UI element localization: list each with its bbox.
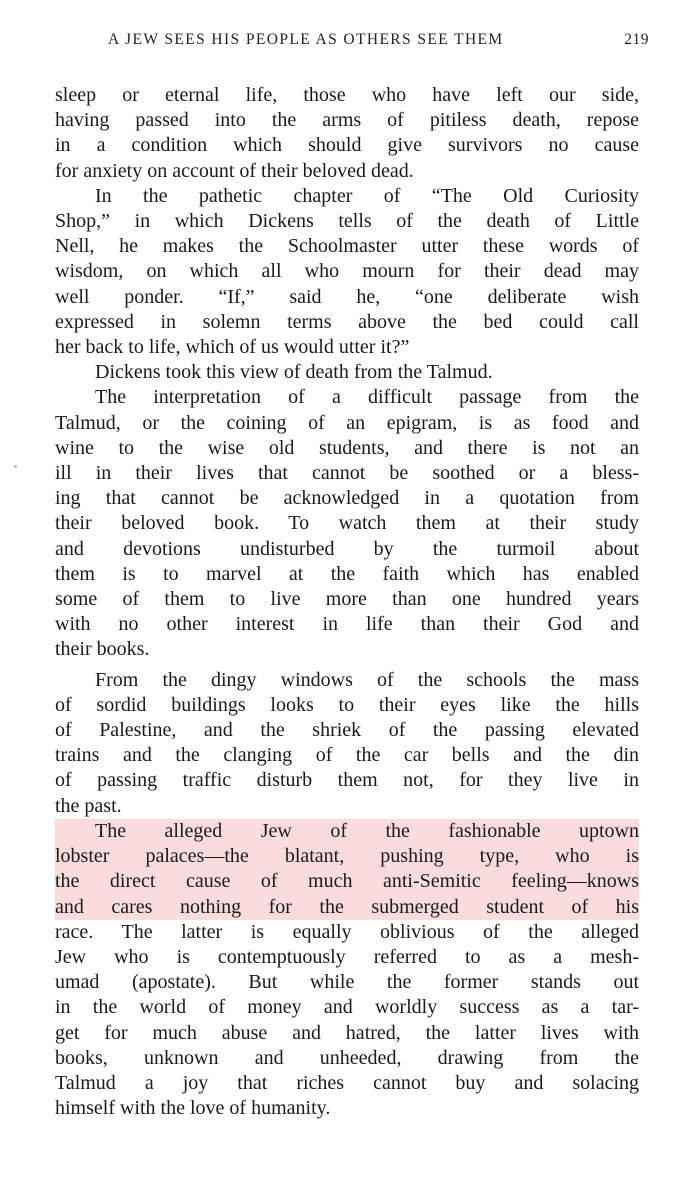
text-line: expressed in solemn terms above the bed could call — [55, 310, 639, 333]
text-line: Talmud, or the coining of an epigram, is as food and — [55, 411, 639, 434]
paragraph-6 — [55, 819, 639, 1121]
text-line: wine to the wise old students, and there is not an — [55, 436, 639, 459]
text-line: their beloved book. To watch them at their study — [55, 512, 639, 535]
highlighted-line: The alleged Jew of the fashionable uptown — [95, 819, 639, 842]
page-body — [55, 83, 639, 1121]
paragraph-2 — [55, 184, 639, 360]
text-line: books, unknown and unheeded, drawing from the — [55, 1046, 639, 1069]
running-title: A JEW SEES HIS PEOPLE AS OTHERS SEE THEM — [108, 31, 504, 48]
text-line: ing that cannot be acknowledged in a quotation from — [55, 487, 639, 510]
text-line: in a condition which should give survivors no cause — [55, 134, 639, 157]
running-header — [108, 31, 649, 51]
text-line: well ponder. “If,” said he, “one deliberate wish — [55, 285, 639, 308]
text-line: the past. — [55, 794, 122, 817]
text-line: get for much abuse and hatred, the latter lives with — [55, 1021, 639, 1044]
text-line: Jew who is contemptuously referred to as a mesh- — [55, 945, 639, 968]
text-line: ill in their lives that cannot be soothed or a bless- — [55, 462, 639, 485]
highlighted-line: the direct cause of much anti-Semitic feeling—knows — [55, 870, 639, 893]
text-line: Dickens took this view of death from the Talmud. — [95, 361, 493, 384]
text-line: The interpretation of a difficult passage from the — [95, 386, 639, 409]
text-line: In the pathetic chapter of “The Old Curiosity — [95, 184, 639, 207]
text-line: Shop,” in which Dickens tells of the death of Little — [55, 210, 639, 233]
highlighted-passage — [55, 819, 639, 920]
print-speck — [14, 465, 17, 468]
text-line: of sordid buildings looks to their eyes like the hills — [55, 693, 639, 716]
text-line: having passed into the arms of pitiless death, repose — [55, 109, 639, 132]
paragraph-5 — [55, 668, 639, 819]
text-line: them is to marvel at the faith which has enabled — [55, 562, 639, 585]
text-line: From the dingy windows of the schools the mass — [95, 668, 639, 691]
text-line: their books. — [55, 638, 150, 661]
paragraph-1 — [55, 83, 639, 184]
text-line: with no other interest in life than their God and — [55, 613, 639, 636]
text-line: race. The latter is equally oblivious of the alleged — [55, 920, 639, 943]
text-line: in the world of money and worldly success as a tar- — [55, 996, 639, 1019]
text-line: for anxiety on account of their beloved dead. — [55, 159, 414, 182]
text-line: of Palestine, and the shriek of the passing elevated — [55, 719, 639, 742]
highlighted-line: and cares nothing for the submerged student of his — [55, 895, 639, 918]
text-line: Talmud a joy that riches cannot buy and solacing — [55, 1071, 639, 1094]
text-line: and devotions undisturbed by the turmoil about — [55, 537, 639, 560]
text-line: of passing traffic disturb them not, for they live in — [55, 769, 639, 792]
page-number: 219 — [624, 31, 649, 48]
text-line: Nell, he makes the Schoolmaster utter these words of — [55, 235, 639, 258]
text-line: trains and the clanging of the car bells and the din — [55, 744, 639, 767]
paragraph-4 — [55, 385, 639, 662]
text-line: some of them to live more than one hundred years — [55, 588, 639, 611]
text-line: himself with the love of humanity. — [55, 1097, 331, 1120]
text-line: umad (apostate). But while the former stands out — [55, 971, 639, 994]
text-line: sleep or eternal life, those who have left our side, — [55, 84, 639, 106]
text-line: her back to life, which of us would utter it?” — [55, 336, 410, 359]
paragraph-3 — [55, 360, 639, 385]
highlighted-line: lobster palaces—the blatant, pushing type, who is — [55, 845, 639, 868]
text-line: wisdom, on which all who mourn for their dead may — [55, 260, 639, 283]
